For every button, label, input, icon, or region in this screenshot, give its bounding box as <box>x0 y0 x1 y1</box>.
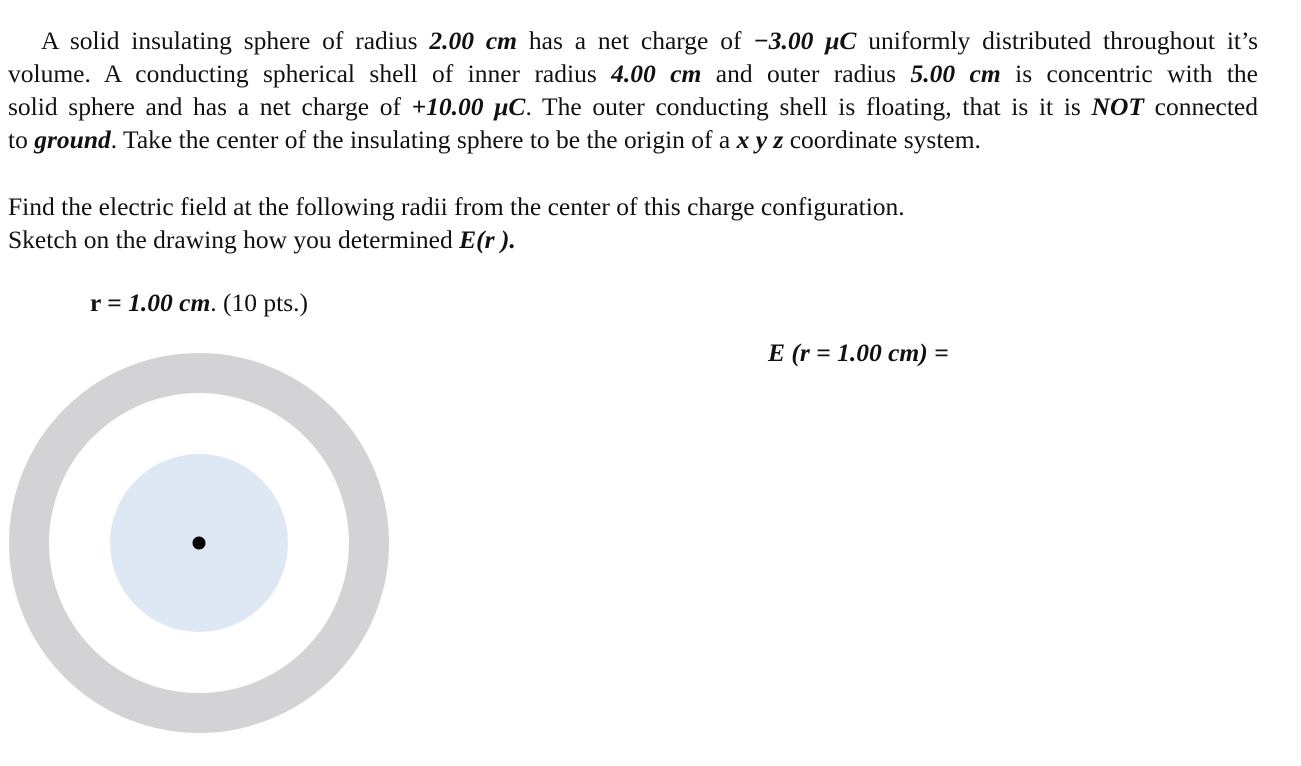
answer-label: E (r = 1.00 cm) = <box>768 338 949 367</box>
shell-outer-radius-value: 5.00 cm <box>910 59 1001 88</box>
problem-text-span: volume. A conducting spherical shell of inner radius <box>8 59 612 88</box>
problem-text-span: coordinate system. <box>783 125 981 154</box>
ground-emphasis: ground <box>34 125 111 154</box>
part-a-label <box>90 286 308 319</box>
problem-line-2 <box>8 57 1258 90</box>
problem-text-span: . Take the center of the insulating sphere to be the origin of a <box>110 125 737 154</box>
shell-inner-radius-value: 4.00 cm <box>611 59 702 88</box>
shell-charge-value: +10.00 μC <box>411 92 526 121</box>
problem-text-span: solid sphere and has a net charge of <box>8 92 412 121</box>
not-emphasis: NOT <box>1091 92 1144 121</box>
problem-text-span: is concentric with the <box>1000 59 1259 88</box>
question-line-1: Find the electric field at the following radii from the center of this charge configuration. <box>8 192 905 221</box>
problem-line-4 <box>8 123 1258 156</box>
problem-text-span: and outer radius <box>701 59 911 88</box>
sphere-radius-value: 2.00 cm <box>429 26 518 55</box>
question-text-span: Sketch on the drawing how you determined <box>8 225 460 254</box>
question-instructions <box>8 190 1258 256</box>
problem-line-3 <box>8 90 1258 123</box>
problem-line-1 <box>8 24 1258 57</box>
points-label: . (10 pts.) <box>210 288 309 317</box>
e-of-r-emphasis: E(r ). <box>459 225 516 254</box>
question-line-2 <box>8 223 1258 256</box>
problem-statement <box>8 24 1258 156</box>
problem-text-span: to <box>8 125 35 154</box>
r-label: r = <box>90 288 129 317</box>
problem-text-span: . The outer conducting shell is floating, that is it is <box>525 92 1092 121</box>
problem-text-span: uniformly distributed throughout it’s <box>856 26 1258 55</box>
sphere-charge-value: −3.00 μC <box>753 26 857 55</box>
r-value: 1.00 cm <box>128 288 211 317</box>
xyz-emphasis: x y z <box>736 125 784 154</box>
problem-text-span: A solid insulating sphere of radius <box>41 26 430 55</box>
problem-text-span: has a net charge of <box>517 26 754 55</box>
problem-text-span: connected <box>1143 92 1258 121</box>
center-dot <box>193 537 206 550</box>
charge-configuration-sketch <box>0 340 420 766</box>
